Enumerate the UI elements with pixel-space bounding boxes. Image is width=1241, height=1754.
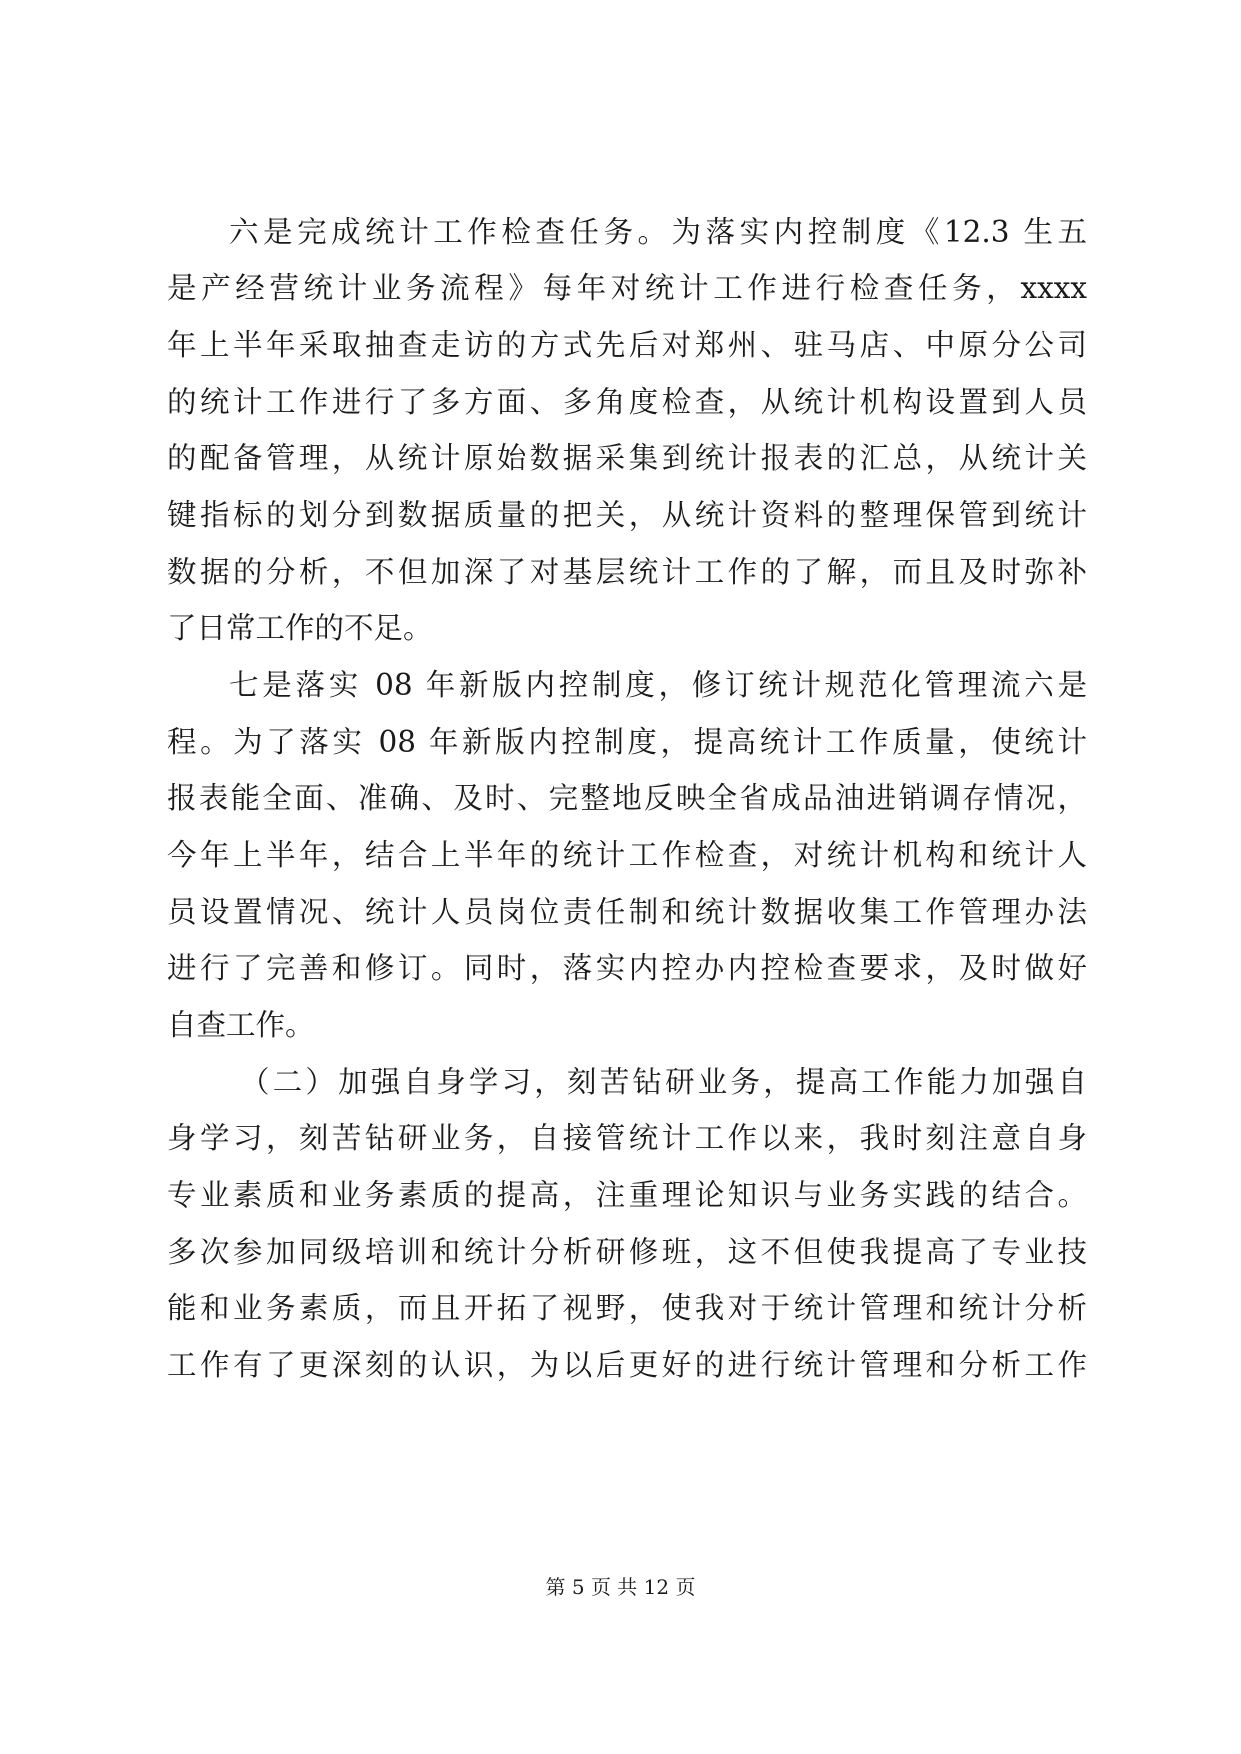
section-heading-line: （二）加强自身学习，刻苦钻研业务，提高工作能力加强自 xyxy=(240,1065,1087,1099)
paragraph-line: 自查工作。 xyxy=(167,1008,315,1042)
paragraph-line: 程。为了落实 08 年新版内控制度，提高统计工作质量，使统计 xyxy=(167,725,1087,759)
paragraph-line: 的配备管理，从统计原始数据采集到统计报表的汇总，从统计关 xyxy=(167,441,1087,475)
paragraph-line: 年上半年采取抽查走访的方式先后对郑州、驻马店、中原分公司 xyxy=(167,328,1087,362)
paragraph-line: 六是完成统计工作检查任务。为落实内控制度《12.3 生五 xyxy=(229,215,1087,249)
paragraph-line: 多次参加同级培训和统计分析研修班，这不但使我提高了专业技 xyxy=(167,1235,1087,1269)
paragraph-line: 报表能全面、准确、及时、完整地反映全省成品油进销调存情况， xyxy=(167,781,1087,815)
paragraph-line: 数据的分析，不但加深了对基层统计工作的了解，而且及时弥补 xyxy=(167,555,1087,589)
paragraph-line: 了日常工作的不足。 xyxy=(167,611,433,645)
paragraph-line: 是产经营统计业务流程》每年对统计工作进行检查任务，xxxx xyxy=(167,271,1087,305)
page-number-footer: 第 5 页 共 12 页 xyxy=(545,1575,696,1599)
paragraph-line: 进行了完善和修订。同时，落实内控办内控检查要求，及时做好 xyxy=(167,951,1087,985)
paragraph-line: 的统计工作进行了多方面、多角度检查，从统计机构设置到人员 xyxy=(167,385,1087,419)
paragraph-line: 专业素质和业务素质的提高，注重理论知识与业务实践的结合。 xyxy=(167,1178,1087,1212)
paragraph-line: 工作有了更深刻的认识，为以后更好的进行统计管理和分析工作 xyxy=(167,1348,1087,1382)
paragraph-line: 能和业务素质，而且开拓了视野，使我对于统计管理和统计分析 xyxy=(167,1291,1087,1325)
paragraph-line: 今年上半年，结合上半年的统计工作检查，对统计机构和统计人 xyxy=(167,838,1087,872)
paragraph-line: 员设置情况、统计人员岗位责任制和统计数据收集工作管理办法 xyxy=(167,895,1087,929)
paragraph-line: 键指标的划分到数据质量的把关，从统计资料的整理保管到统计 xyxy=(167,498,1087,532)
paragraph-line: 身学习，刻苦钻研业务，自接管统计工作以来，我时刻注意自身 xyxy=(167,1121,1087,1155)
paragraph-line: 七是落实 08 年新版内控制度，修订统计规范化管理流六是 xyxy=(229,668,1087,702)
